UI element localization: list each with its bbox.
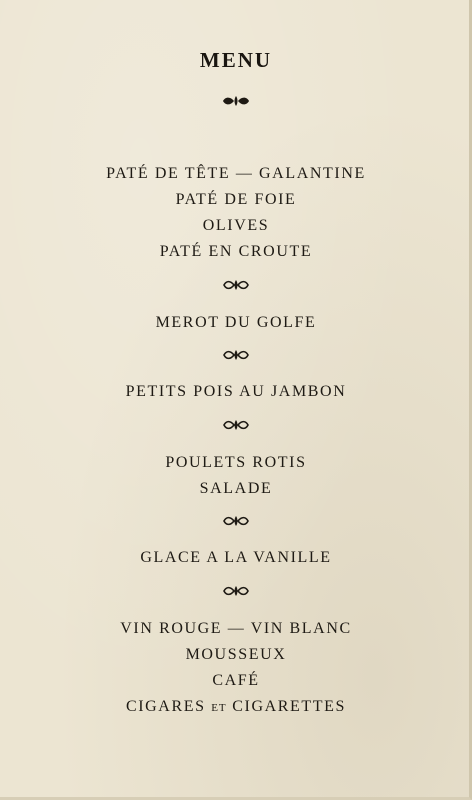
menu-item: PATÉ DE FOIE <box>175 191 297 208</box>
fleuron-icon <box>0 418 472 432</box>
menu-item-cigars-joiner: ET <box>211 702 227 714</box>
menu-item-cigars <box>0 698 472 716</box>
fleuron-icon <box>0 584 472 598</box>
menu-item: MEROT DU GOLFE <box>155 314 317 331</box>
fleuron-icon <box>0 94 472 108</box>
menu-item: CAFÉ <box>212 672 260 689</box>
fleuron-icon <box>0 514 472 528</box>
menu-item: PATÉ EN CROUTE <box>159 243 313 260</box>
menu-item: POULETS ROTIS <box>165 454 307 471</box>
fleuron-icon <box>0 278 472 292</box>
menu-item: OLIVES <box>202 217 270 234</box>
menu-item: VIN ROUGE — VIN BLANC <box>120 620 352 637</box>
menu-item: PATÉ DE TÊTE — GALANTINE <box>106 165 366 182</box>
menu-item: SALADE <box>199 480 273 497</box>
menu-item-cigars-left: CIGARES <box>125 698 206 715</box>
menu-item-cigars-right: CIGARETTES <box>232 698 347 715</box>
menu-title: MENU <box>199 48 273 72</box>
menu-item: GLACE A LA VANILLE <box>140 549 332 566</box>
menu-item: MOUSSEUX <box>185 646 287 663</box>
menu-item: PETITS POIS AU JAMBON <box>125 383 347 400</box>
fleuron-icon <box>0 348 472 362</box>
